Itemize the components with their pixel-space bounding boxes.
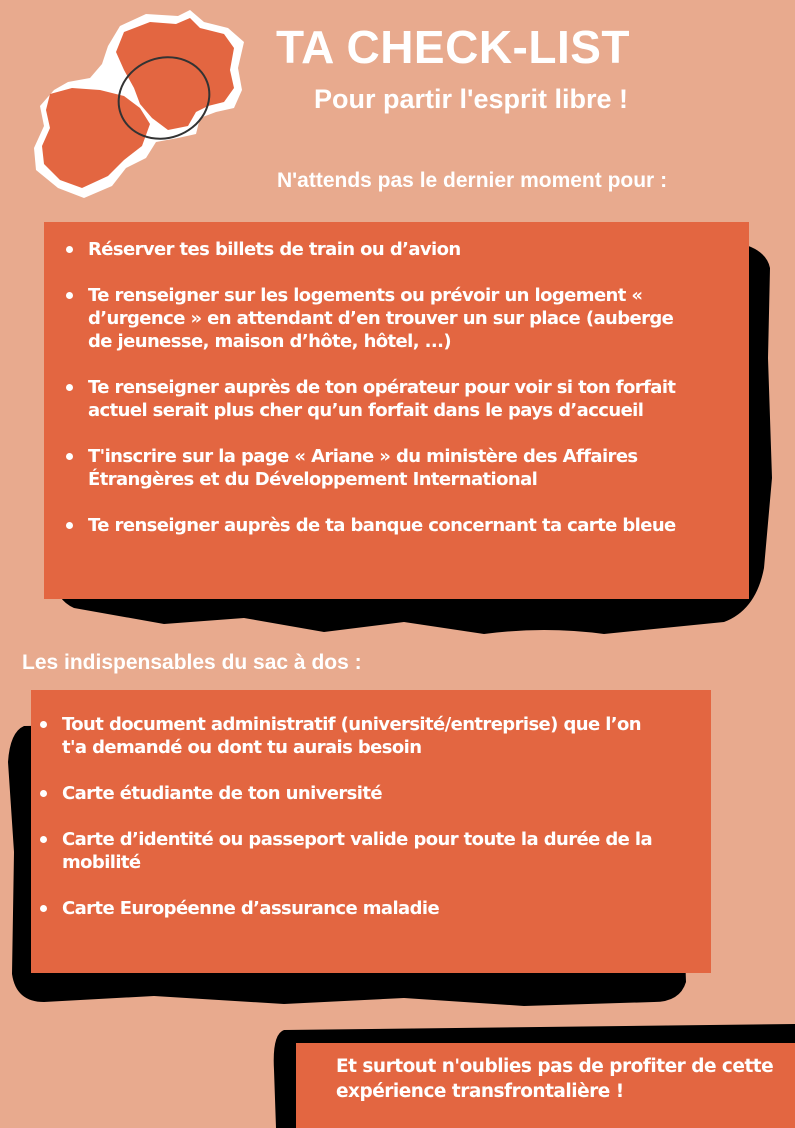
bullet-icon: [40, 790, 47, 797]
map-illustration: [28, 8, 248, 200]
footer-note: Et surtout n'oublies pas de profiter de cette expérience transfrontalière !: [336, 1056, 774, 1102]
list-item: Réserver tes billets de train ou d’avion: [88, 238, 689, 261]
bullet-icon: [40, 905, 47, 912]
list-item: Carte d’identité ou passeport valide pour toute la durée de la mobilité: [62, 828, 653, 874]
list-item: Te renseigner auprès de ta banque concernant ta carte bleue: [88, 514, 689, 537]
bullet-icon: [40, 836, 47, 843]
list-item: Carte Européenne d’assurance maladie: [62, 897, 653, 920]
bullet-icon: [40, 721, 47, 728]
section-heading-before: N'attends pas le dernier moment pour :: [277, 169, 668, 192]
list-item: Tout document administratif (université/entreprise) que l’on t'a demandé ou dont tu aurais besoin: [62, 713, 653, 759]
checklist-backpack: [31, 713, 653, 920]
list-item: Carte étudiante de ton université: [62, 782, 653, 805]
list-item: Te renseigner auprès de ton opérateur pour voir si ton forfait actuel serait plus cher qu’un forfait dans le pays d’accueil: [88, 376, 689, 422]
page-title: TA CHECK-LIST: [276, 21, 631, 73]
bullet-icon: [66, 246, 73, 253]
list-item: T'inscrire sur la page « Ariane » du ministère des Affaires Étrangères et du Développement International: [88, 445, 689, 491]
page-subtitle: Pour partir l'esprit libre !: [314, 84, 628, 114]
list-item: Te renseigner sur les logements ou prévoir un logement « d’urgence » en attendant d’en trouver un sur place (auberge de jeunesse, maison d’hôte, hôtel, ...): [88, 284, 689, 353]
checklist-card-before: [44, 222, 749, 599]
bullet-icon: [66, 453, 73, 460]
checklist-before: [44, 238, 689, 537]
footer-note-card: [296, 1043, 795, 1128]
checklist-card-backpack: [31, 690, 711, 973]
bullet-icon: [66, 292, 73, 299]
bullet-icon: [66, 522, 73, 529]
bullet-icon: [66, 384, 73, 391]
section-heading-backpack: Les indispensables du sac à dos :: [22, 651, 362, 674]
